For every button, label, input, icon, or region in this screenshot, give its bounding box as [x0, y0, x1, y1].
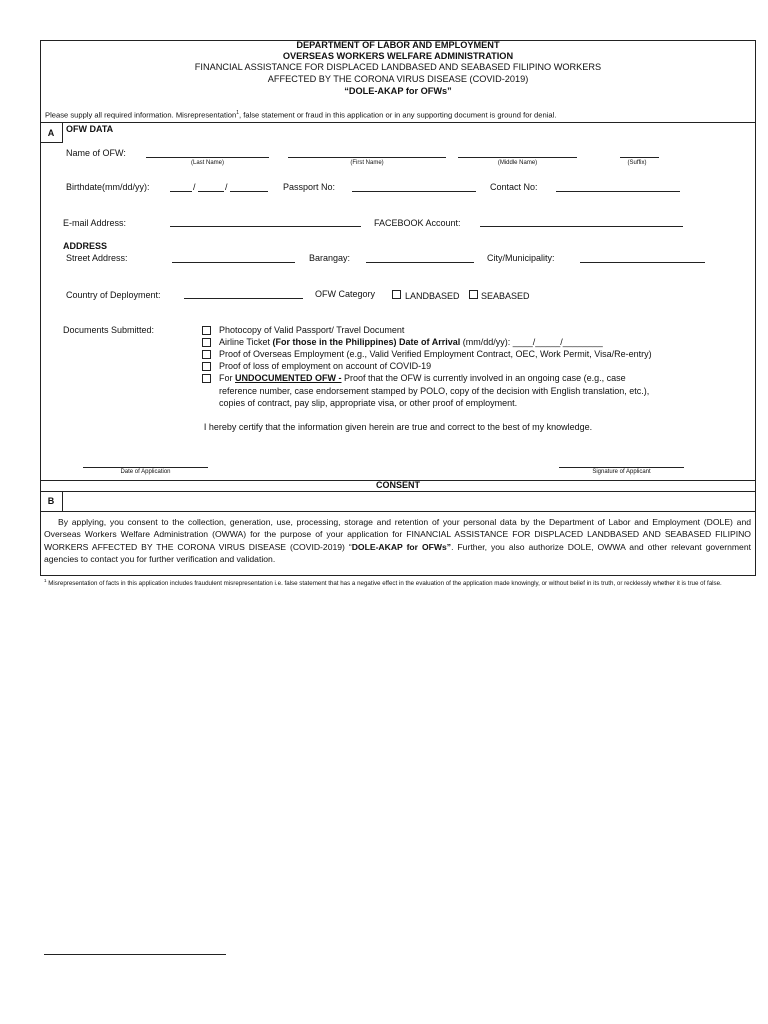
section-a-letter: A — [47, 128, 55, 138]
doc-undocumented-bold: UNDOCUMENTED OFW - — [235, 373, 342, 383]
facebook-label: FACEBOOK Account: — [374, 218, 461, 228]
section-a-title: OFW DATA — [66, 124, 114, 134]
doc-undocumented-label — [219, 372, 626, 384]
landbased-label: LANDBASED — [405, 291, 460, 301]
birth-day-field[interactable] — [198, 191, 224, 192]
footnote-separator — [44, 954, 226, 955]
landbased-checkbox[interactable] — [392, 290, 401, 299]
documents-label: Documents Submitted: — [63, 325, 155, 335]
first-name-field[interactable] — [288, 157, 446, 158]
city-field[interactable] — [580, 262, 705, 263]
footnote — [44, 575, 756, 590]
doc-arrival-date-field[interactable]: (mm/dd/yy): ____/_____/________ — [460, 337, 603, 347]
form-frame — [40, 40, 756, 576]
doc-airline-ticket-label — [219, 336, 603, 348]
section-b-letter: B — [47, 496, 55, 506]
seabased-label: SEABASED — [481, 291, 530, 301]
doc-undocumented-text: Proof that the OFW is currently involved in an ongoing case (e.g., case — [341, 373, 626, 383]
doc-passport-label: Photocopy of Valid Passport/ Travel Document — [219, 325, 405, 335]
birthdate-label: Birthdate(mm/dd/yy): — [66, 182, 150, 192]
doc-loss-employment-checkbox[interactable] — [202, 362, 211, 371]
country-field[interactable] — [184, 298, 303, 299]
birthdate-slash-1: / — [193, 182, 196, 192]
header-line-5: “DOLE-AKAP for OFWs” — [344, 86, 452, 96]
consent-program-name: DOLE-AKAP for OFWs” — [351, 541, 452, 552]
contact-label: Contact No: — [490, 182, 538, 192]
email-label: E-mail Address: — [63, 218, 127, 228]
certification-statement: I hereby certify that the information given herein are true and correct to the best of my knowledge. — [203, 422, 593, 432]
last-name-caption: (Last Name) — [190, 160, 224, 166]
notice-divider — [40, 122, 756, 123]
contact-field[interactable] — [556, 191, 680, 192]
consent-title: CONSENT — [375, 480, 420, 490]
footnote-mark: 1 — [44, 578, 47, 583]
consent-text-body: By applying, you consent to the collection, generation, use, processing, storage and retention of your personal data by the Department of Labor and Employment (DOLE) and Overseas Workers Welfare Administration (OWWA) for the purpose of your application for FINANCIAL ASSISTANCE FOR DISPLACED LANDBASED AND SEABASED FILIPINO WORKERS AFFECTED BY THE CORONA VIRUS DISEASE (COVID-2019) “ — [44, 517, 751, 552]
section-a-letter-divider — [62, 122, 63, 142]
email-field[interactable] — [170, 226, 361, 227]
barangay-field[interactable] — [366, 262, 474, 263]
doc-loss-employment-label: Proof of loss of employment on account of COVID-19 — [219, 361, 432, 371]
name-label: Name of OFW: — [66, 148, 126, 158]
city-label: City/Municipality: — [487, 253, 555, 263]
birth-month-field[interactable] — [170, 191, 192, 192]
notice-prefix: Please supply all required information. Misrepresentation — [45, 110, 237, 120]
address-title: ADDRESS — [63, 241, 108, 251]
section-b-letter-divider — [62, 491, 63, 511]
doc-employment-label: Proof of Overseas Employment (e.g., Valid Verified Employment Contract, OEC, Work Permit, Visa/Re-entry) — [219, 349, 652, 359]
notice-footnote-mark: 1 — [236, 110, 239, 116]
first-name-caption: (First Name) — [350, 160, 384, 166]
last-name-field[interactable] — [146, 157, 269, 158]
notice-text — [45, 110, 556, 120]
passport-label: Passport No: — [283, 182, 336, 192]
doc-passport-checkbox[interactable] — [202, 326, 211, 335]
doc-undocumented-line-3: copies of contract, pay slip, appropriate visa, or other proof of employment. — [219, 398, 518, 408]
suffix-caption: (Suffix) — [627, 160, 647, 166]
facebook-field[interactable] — [480, 226, 683, 227]
doc-airline-ticket-bold: (For those in the Philippines) Date of Arrival — [272, 337, 461, 347]
consent-text — [44, 516, 751, 565]
country-label: Country of Deployment: — [66, 290, 161, 300]
consent-divider — [40, 491, 756, 492]
doc-undocumented-prefix: For — [219, 373, 236, 383]
suffix-field[interactable] — [620, 157, 659, 158]
section-b-rule — [40, 511, 756, 512]
doc-airline-ticket-text: Airline Ticket — [219, 337, 273, 347]
header-line-4: AFFECTED BY THE CORONA VIRUS DISEASE (COVID-2019) — [267, 74, 529, 84]
doc-airline-ticket-checkbox[interactable] — [202, 338, 211, 347]
header-line-1: DEPARTMENT OF LABOR AND EMPLOYMENT — [296, 40, 500, 50]
category-label: OFW Category — [315, 289, 376, 299]
doc-undocumented-checkbox[interactable] — [202, 374, 211, 383]
footnote-text: Misrepresentation of facts in this application includes fraudulent misrepresentation i.e. false statement that has a negative effect in the evaluation of the application made knowingly, or without belief in its truth, or recklessly whether it is true of false. — [46, 580, 722, 588]
consent-text-end: . Further, you also authorize DOLE, OWWA and other relevant government agencies to contact you for further verification and validation. — [44, 541, 751, 564]
doc-undocumented-line-2: reference number, case endorsement stamped by POLO, copy of the decision with English translation, etc.), — [219, 386, 650, 396]
header-line-2: OVERSEAS WORKERS WELFARE ADMINISTRATION — [282, 51, 514, 61]
barangay-label: Barangay: — [309, 253, 351, 263]
notice-suffix: , false statement or fraud in this application or in any supporting document is ground for denial. — [239, 110, 557, 120]
date-of-application-field[interactable] — [83, 467, 208, 468]
date-of-application-caption: Date of Application — [120, 469, 171, 475]
birthdate-slash-2: / — [225, 182, 228, 192]
section-a-letter-underline — [40, 142, 63, 143]
signature-field[interactable] — [559, 467, 684, 468]
street-field[interactable] — [172, 262, 295, 263]
birth-year-field[interactable] — [230, 191, 268, 192]
middle-name-field[interactable] — [458, 157, 577, 158]
header-line-3: FINANCIAL ASSISTANCE FOR DISPLACED LANDBASED AND SEABASED FILIPINO WORKERS — [194, 62, 602, 72]
street-label: Street Address: — [66, 253, 128, 263]
doc-employment-checkbox[interactable] — [202, 350, 211, 359]
seabased-checkbox[interactable] — [469, 290, 478, 299]
middle-name-caption: (Middle Name) — [497, 160, 538, 166]
passport-field[interactable] — [352, 191, 476, 192]
signature-caption: Signature of Applicant — [592, 469, 651, 475]
